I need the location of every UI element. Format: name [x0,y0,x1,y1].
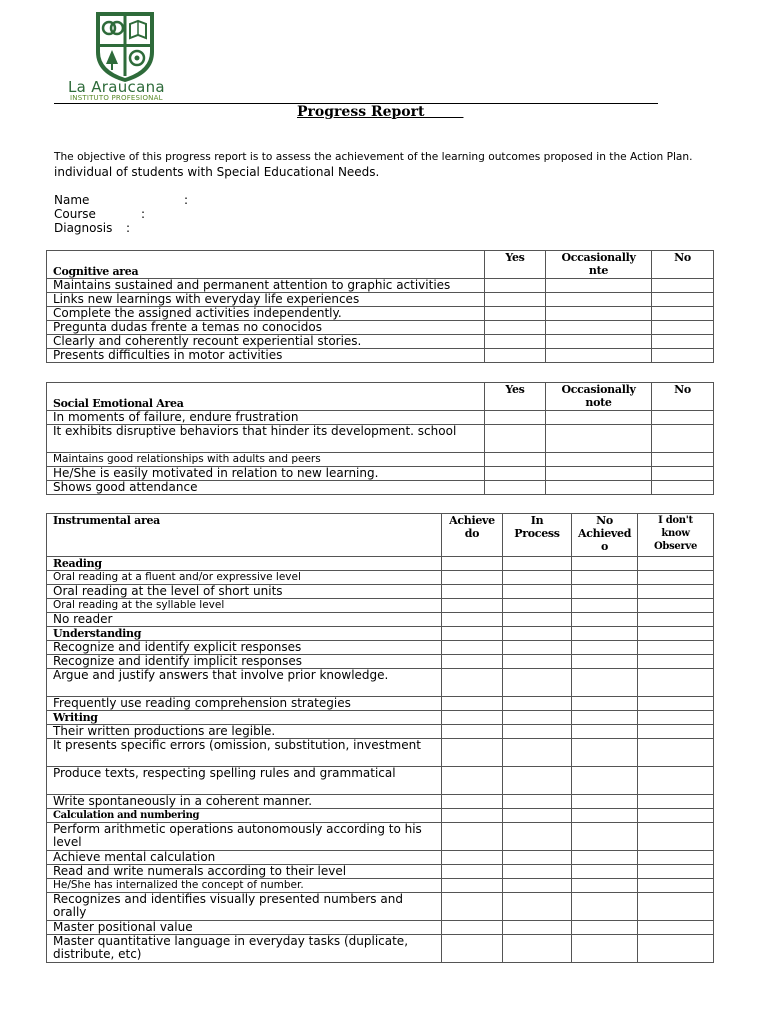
answer-cell[interactable] [503,613,572,627]
answer-cell[interactable] [546,321,652,335]
answer-cell[interactable] [652,411,714,425]
instrumental-row-label: No reader [47,613,442,627]
answer-cell[interactable] [638,585,714,599]
answer-cell[interactable] [546,411,652,425]
logo-subtitle: INSTITUTO PROFESIONAL [70,94,163,102]
instrumental-row-label: Read and write numerals according to their level [47,865,442,879]
objective-line-1: The objective of this progress report is to assess the achievement of the learning outcomes proposed in the Action Plan. [54,151,693,163]
instrumental-table [46,513,714,963]
section-calculation: Calculation and numbering [47,809,442,823]
answer-cell[interactable] [572,571,638,585]
answer-cell[interactable] [572,655,638,669]
answer-cell[interactable] [485,279,546,293]
answer-cell[interactable] [546,425,652,453]
instrumental-title: Instrumental area [47,514,442,557]
answer-cell[interactable] [572,725,638,739]
answer-cell[interactable] [503,669,572,697]
instrumental-row-label: Oral reading at a fluent and/or expressive level [47,571,442,585]
answer-cell[interactable] [503,851,572,865]
answer-cell[interactable] [652,425,714,453]
answer-cell[interactable] [503,725,572,739]
section-understanding: Understanding [47,627,442,641]
section-reading: Reading [47,557,442,571]
instrumental-row-label: Achieve mental calculation [47,851,442,865]
social-table [46,382,714,495]
instrumental-row-label: Frequently use reading comprehension strategies [47,697,442,711]
answer-cell[interactable] [485,425,546,453]
section-writing: Writing [47,711,442,725]
answer-cell[interactable] [652,321,714,335]
answer-cell[interactable] [442,669,503,697]
answer-cell[interactable] [485,307,546,321]
instrumental-row-label: Master quantitative language in everyday tasks (duplicate, distribute, etc) [47,935,442,963]
course-label: Course [54,207,96,221]
answer-cell[interactable] [572,767,638,795]
answer-cell[interactable] [503,697,572,711]
social-title: Social Emotional Area [47,383,485,411]
cognitive-row-label: Presents difficulties in motor activities [47,349,485,363]
answer-cell[interactable] [638,655,714,669]
answer-cell[interactable] [652,481,714,495]
instrumental-row-label: Write spontaneously in a coherent manner. [47,795,442,809]
instrumental-row-label: Recognizes and identifies visually presented numbers and orally [47,893,442,921]
answer-cell[interactable] [485,349,546,363]
cognitive-row-label: Maintains sustained and permanent attention to graphic activities [47,279,485,293]
answer-cell[interactable] [546,279,652,293]
answer-cell[interactable] [485,467,546,481]
instrumental-row-label: He/She has internalized the concept of number. [47,879,442,893]
answer-cell[interactable] [572,585,638,599]
answer-cell[interactable] [638,739,714,767]
answer-cell[interactable] [485,453,546,467]
col-achieved: Achieve do [442,514,503,557]
name-colon: : [184,193,189,207]
objective-text [54,150,693,180]
answer-cell[interactable] [638,823,714,851]
answer-cell[interactable] [503,935,572,963]
answer-cell[interactable] [442,571,503,585]
logo-name: La Araucana [68,78,165,96]
answer-cell[interactable] [638,767,714,795]
answer-cell[interactable] [652,335,714,349]
answer-cell[interactable] [638,641,714,655]
answer-cell[interactable] [572,893,638,921]
answer-cell[interactable] [442,613,503,627]
answer-cell[interactable] [638,935,714,963]
answer-cell[interactable] [572,697,638,711]
answer-cell[interactable] [442,865,503,879]
answer-cell[interactable] [503,921,572,935]
answer-cell[interactable] [652,453,714,467]
col-yes: Yes [485,251,546,279]
name-label: Name [54,193,90,207]
course-colon: : [141,207,146,221]
answer-cell[interactable] [485,481,546,495]
cognitive-table [46,250,714,363]
answer-cell[interactable] [572,921,638,935]
answer-cell[interactable] [638,613,714,627]
answer-cell[interactable] [442,879,503,893]
answer-cell[interactable] [503,767,572,795]
answer-cell[interactable] [442,641,503,655]
answer-cell[interactable] [638,795,714,809]
social-row-label: It exhibits disruptive behaviors that hinder its development. school [47,425,485,453]
answer-cell[interactable] [638,893,714,921]
answer-cell[interactable] [572,865,638,879]
answer-cell[interactable] [503,599,572,613]
answer-cell[interactable] [503,571,572,585]
answer-cell[interactable] [442,739,503,767]
answer-cell[interactable] [442,893,503,921]
answer-cell[interactable] [442,767,503,795]
instrumental-row-label: Perform arithmetic operations autonomously according to his level [47,823,442,851]
answer-cell[interactable] [485,293,546,307]
answer-cell[interactable] [442,725,503,739]
answer-cell[interactable] [638,851,714,865]
answer-cell[interactable] [442,599,503,613]
answer-cell[interactable] [442,921,503,935]
answer-cell[interactable] [572,669,638,697]
answer-cell[interactable] [572,851,638,865]
cognitive-row-label: Complete the assigned activities independently. [47,307,485,321]
social-row-label: Maintains good relationships with adults and peers [47,453,485,467]
answer-cell[interactable] [503,641,572,655]
answer-cell[interactable] [442,697,503,711]
instrumental-row-label: Oral reading at the level of short units [47,585,442,599]
cognitive-row-label: Clearly and coherently recount experiential stories. [47,335,485,349]
answer-cell[interactable] [442,851,503,865]
answer-cell[interactable] [485,335,546,349]
answer-cell[interactable] [442,935,503,963]
page-title: Progress Report [297,104,464,120]
answer-cell[interactable] [503,585,572,599]
answer-cell[interactable] [503,879,572,893]
col-occasionally: Occasionally note [546,383,652,411]
answer-cell[interactable] [546,467,652,481]
cognitive-row-label: Pregunta dudas frente a temas no conocidos [47,321,485,335]
answer-cell[interactable] [572,599,638,613]
answer-cell[interactable] [652,293,714,307]
answer-cell[interactable] [652,279,714,293]
instrumental-row-label: Recognize and identify implicit responses [47,655,442,669]
cognitive-row-label: Links new learnings with everyday life experiences [47,293,485,307]
instrumental-row-label: It presents specific errors (omission, substitution, investment [47,739,442,767]
answer-cell[interactable] [546,307,652,321]
answer-cell[interactable] [485,321,546,335]
social-row-label: Shows good attendance [47,481,485,495]
answer-cell[interactable] [638,599,714,613]
answer-cell[interactable] [652,467,714,481]
answer-cell[interactable] [546,335,652,349]
col-not-achieved: No Achieved o [572,514,638,557]
col-yes: Yes [485,383,546,411]
answer-cell[interactable] [638,669,714,697]
answer-cell[interactable] [652,307,714,321]
instrumental-row-label: Their written productions are legible. [47,725,442,739]
answer-cell[interactable] [638,865,714,879]
answer-cell[interactable] [442,655,503,669]
social-row-label: He/She is easily motivated in relation to new learning. [47,467,485,481]
answer-cell[interactable] [572,641,638,655]
answer-cell[interactable] [503,739,572,767]
answer-cell[interactable] [485,411,546,425]
answer-cell[interactable] [503,655,572,669]
answer-cell[interactable] [442,823,503,851]
objective-line-2: individual of students with Special Educational Needs. [54,165,380,179]
col-not-observed: I don't know Observe [638,514,714,557]
student-info [54,193,189,235]
answer-cell[interactable] [503,795,572,809]
diagnosis-label: Diagnosis [54,221,113,235]
instrumental-row-label: Recognize and identify explicit responses [47,641,442,655]
instrumental-row-label: Produce texts, respecting spelling rules and grammatical [47,767,442,795]
answer-cell[interactable] [442,585,503,599]
answer-cell[interactable] [652,349,714,363]
answer-cell[interactable] [546,293,652,307]
instrumental-row-label: Oral reading at the syllable level [47,599,442,613]
instrumental-row-label: Master positional value [47,921,442,935]
answer-cell[interactable] [638,879,714,893]
social-row-label: In moments of failure, endure frustration [47,411,485,425]
instrumental-row-label: Argue and justify answers that involve prior knowledge. [47,669,442,697]
answer-cell[interactable] [572,613,638,627]
answer-cell[interactable] [572,823,638,851]
answer-cell[interactable] [572,935,638,963]
answer-cell[interactable] [638,921,714,935]
answer-cell[interactable] [638,725,714,739]
answer-cell[interactable] [503,893,572,921]
answer-cell[interactable] [572,795,638,809]
answer-cell[interactable] [638,697,714,711]
col-in-process: In Process [503,514,572,557]
cognitive-title: Cognitive area [47,251,485,279]
answer-cell[interactable] [442,795,503,809]
answer-cell[interactable] [503,823,572,851]
answer-cell[interactable] [503,865,572,879]
answer-cell[interactable] [572,879,638,893]
col-no: No [652,383,714,411]
answer-cell[interactable] [572,739,638,767]
answer-cell[interactable] [546,481,652,495]
answer-cell[interactable] [638,571,714,585]
answer-cell[interactable] [546,349,652,363]
col-occasionally: Occasionally nte [546,251,652,279]
answer-cell[interactable] [546,453,652,467]
col-no: No [652,251,714,279]
diagnosis-colon: : [126,221,131,235]
